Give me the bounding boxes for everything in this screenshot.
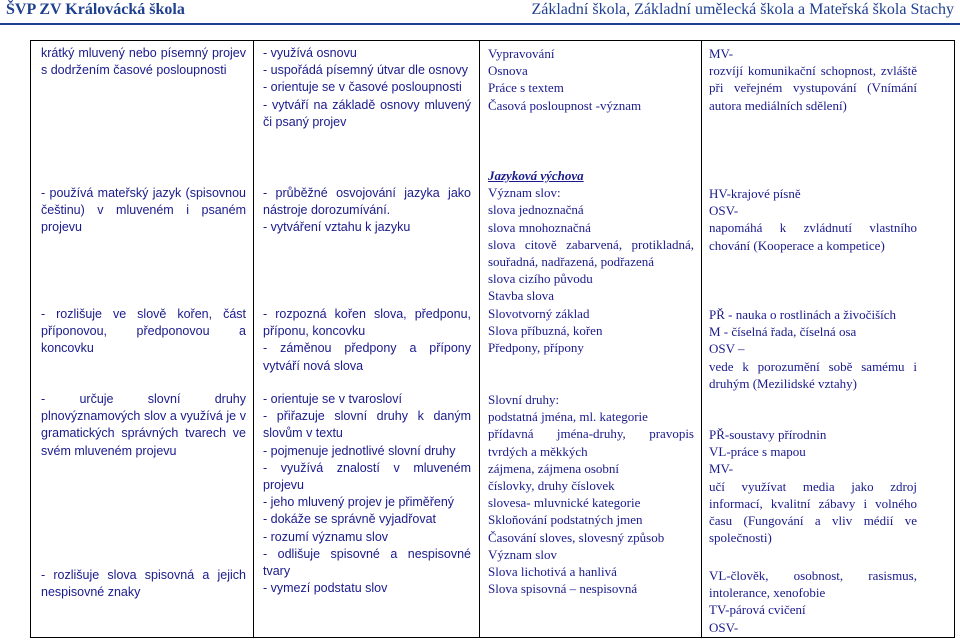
content-item: Skloňování podstatných jmen bbox=[488, 512, 643, 528]
theme-item: MV- bbox=[709, 461, 734, 477]
content-item: Slova spisovná – nespisovná bbox=[488, 581, 638, 597]
content-item: slova citově zabarvená, protikladná, souřadná, nadřazená, podřazená bbox=[488, 236, 694, 270]
content-item: Osnova bbox=[488, 63, 528, 79]
section-heading: Jazyková výchova bbox=[488, 168, 584, 183]
theme-item: MV- bbox=[709, 46, 734, 61]
output-cell bbox=[263, 306, 471, 375]
curriculum-table bbox=[30, 40, 955, 638]
theme-item: napomáhá k zvládnutí vlastního chování (Kooperace a kompetice) bbox=[709, 220, 917, 253]
theme-item: rozvíjí komunikační schopnost, zvláště při veřejném vystupování (Vnímání autora mediálních sdělení) bbox=[709, 63, 917, 113]
output-item: - orientuje se v časové posloupnosti bbox=[263, 80, 462, 95]
content-item: Slovní druhy: bbox=[488, 392, 560, 407]
theme-item: HV-krajové písně bbox=[709, 186, 801, 201]
theme-item: PŘ-soustavy přírodnin bbox=[709, 427, 827, 442]
output-cell bbox=[263, 185, 471, 237]
content-item: slovesa- mluvnické kategorie bbox=[488, 495, 641, 511]
output-item: - odlišuje spisovné a nespisovné tvary bbox=[263, 546, 471, 579]
header-divider bbox=[0, 23, 960, 25]
school-name: Základní škola, Základní umělecká škola a Mateřská škola Stachy bbox=[531, 1, 954, 18]
content-cell bbox=[488, 45, 694, 114]
content-item: zájmena, zájmena osobní bbox=[488, 460, 620, 476]
content-item: slova jednoznačná bbox=[488, 202, 584, 218]
output-item: - rozpozná kořen slova, předponu, příponu, koncovku bbox=[263, 307, 471, 339]
theme-item: vede k porozumění sobě samému i druhým (Mezilidské vztahy) bbox=[709, 358, 917, 391]
theme-item: VL-člověk, osobnost, rasismus, intolerance, xenofobie bbox=[709, 568, 917, 601]
output-item: - využívá znalostí v mluveném projevu bbox=[263, 460, 471, 493]
school-program-title: ŠVP ZV Královácká škola bbox=[6, 1, 185, 18]
output-item: - využívá osnovu bbox=[263, 46, 357, 60]
output-item: - dokáže se správně vyjadřovat bbox=[263, 512, 437, 527]
theme-item: VL-práce s mapou bbox=[709, 444, 806, 460]
content-cell bbox=[488, 167, 694, 356]
theme-cell bbox=[709, 567, 917, 636]
content-item: slova cizího původu bbox=[488, 271, 593, 287]
content-item: číslovky, druhy číslovek bbox=[488, 478, 615, 494]
outcome-cell: - používá mateřský jazyk (spisovnou češtinu) v mluveném i psaném projevu bbox=[41, 186, 246, 235]
content-item: Stavba slova bbox=[488, 288, 555, 304]
content-item: Slova lichotivá a hanlivá bbox=[488, 564, 617, 580]
content-item: Význam slov bbox=[488, 546, 557, 562]
outcome-cell: - určuje slovní druhy plnovýznamových slov a využívá je v gramatických správných tvarech ve svém mluveném projevu bbox=[41, 392, 246, 458]
output-item: - jeho mluvený projev je přiměřený bbox=[263, 495, 455, 510]
theme-item: OSV- bbox=[709, 619, 739, 635]
content-item: slova mnohoznačná bbox=[488, 219, 591, 235]
content-item: Slova příbuzná, kořen bbox=[488, 322, 603, 338]
page-header bbox=[0, 0, 960, 22]
outcome-cell: - rozlišuje ve slově kořen, část příponovou, předponovou a koncovku bbox=[41, 307, 246, 356]
theme-cell bbox=[709, 185, 917, 254]
content-item: Časování sloves, slovesný způsob bbox=[488, 529, 665, 545]
content-cell bbox=[488, 391, 694, 597]
theme-item: TV-párová cvičení bbox=[709, 602, 806, 618]
column-divider bbox=[701, 41, 702, 637]
theme-item: M - číselná řada, číselná osa bbox=[709, 324, 857, 340]
content-item: přídavná jména-druhy, pravopis tvrdých a měkkých bbox=[488, 426, 694, 459]
content-item: podstatná jména, ml. kategorie bbox=[488, 409, 648, 425]
output-cell bbox=[263, 45, 471, 131]
output-cell bbox=[263, 391, 471, 597]
theme-item: OSV- bbox=[709, 203, 739, 219]
theme-cell bbox=[709, 45, 917, 114]
output-item: - přiřazuje slovní druhy k daným slovům v textu bbox=[263, 409, 471, 441]
content-item: Předpony, přípony bbox=[488, 340, 584, 356]
output-item: - vytváření vztahu k jazyku bbox=[263, 220, 411, 235]
outcome-cell: - rozlišuje slova spisovná a jejich nespisovné znaky bbox=[41, 568, 246, 600]
output-item: - rozumí významu slov bbox=[263, 529, 389, 544]
output-item: - orientuje se v tvarosloví bbox=[263, 392, 402, 406]
theme-cell bbox=[709, 306, 917, 392]
content-item: Vypravování bbox=[488, 46, 555, 61]
column-divider bbox=[253, 41, 254, 637]
theme-item: PŘ - nauka o rostlinách a živočiších bbox=[709, 307, 897, 322]
content-item: Práce s textem bbox=[488, 80, 564, 96]
output-item: - vymezí podstatu slov bbox=[263, 581, 388, 596]
content-item: Slovotvorný základ bbox=[488, 305, 590, 321]
theme-item: OSV – bbox=[709, 341, 745, 357]
output-item: - průběžné osvojování jazyka jako nástroje dorozumívání. bbox=[263, 186, 471, 218]
theme-cell bbox=[709, 426, 917, 546]
content-item: Časová posloupnost -význam bbox=[488, 97, 642, 113]
output-item: - pojmenuje jednotlivé slovní druhy bbox=[263, 443, 456, 458]
output-item: - vytváří na základě osnovy mluvený či psaný projev bbox=[263, 97, 471, 129]
theme-item: učí využívat media jako zdroj informací, kvalitní zábavy i volného času (Fungování a vliv médií ve společnosti) bbox=[709, 478, 917, 546]
outcome-cell: krátký mluvený nebo písemný projev s dodržením časové posloupnosti bbox=[41, 46, 246, 78]
output-item: - záměnou předpony a přípony vytváří nová slova bbox=[263, 341, 471, 373]
content-item: Význam slov: bbox=[488, 185, 561, 201]
column-divider bbox=[479, 41, 480, 637]
output-item: - uspořádá písemný útvar dle osnovy bbox=[263, 63, 468, 78]
